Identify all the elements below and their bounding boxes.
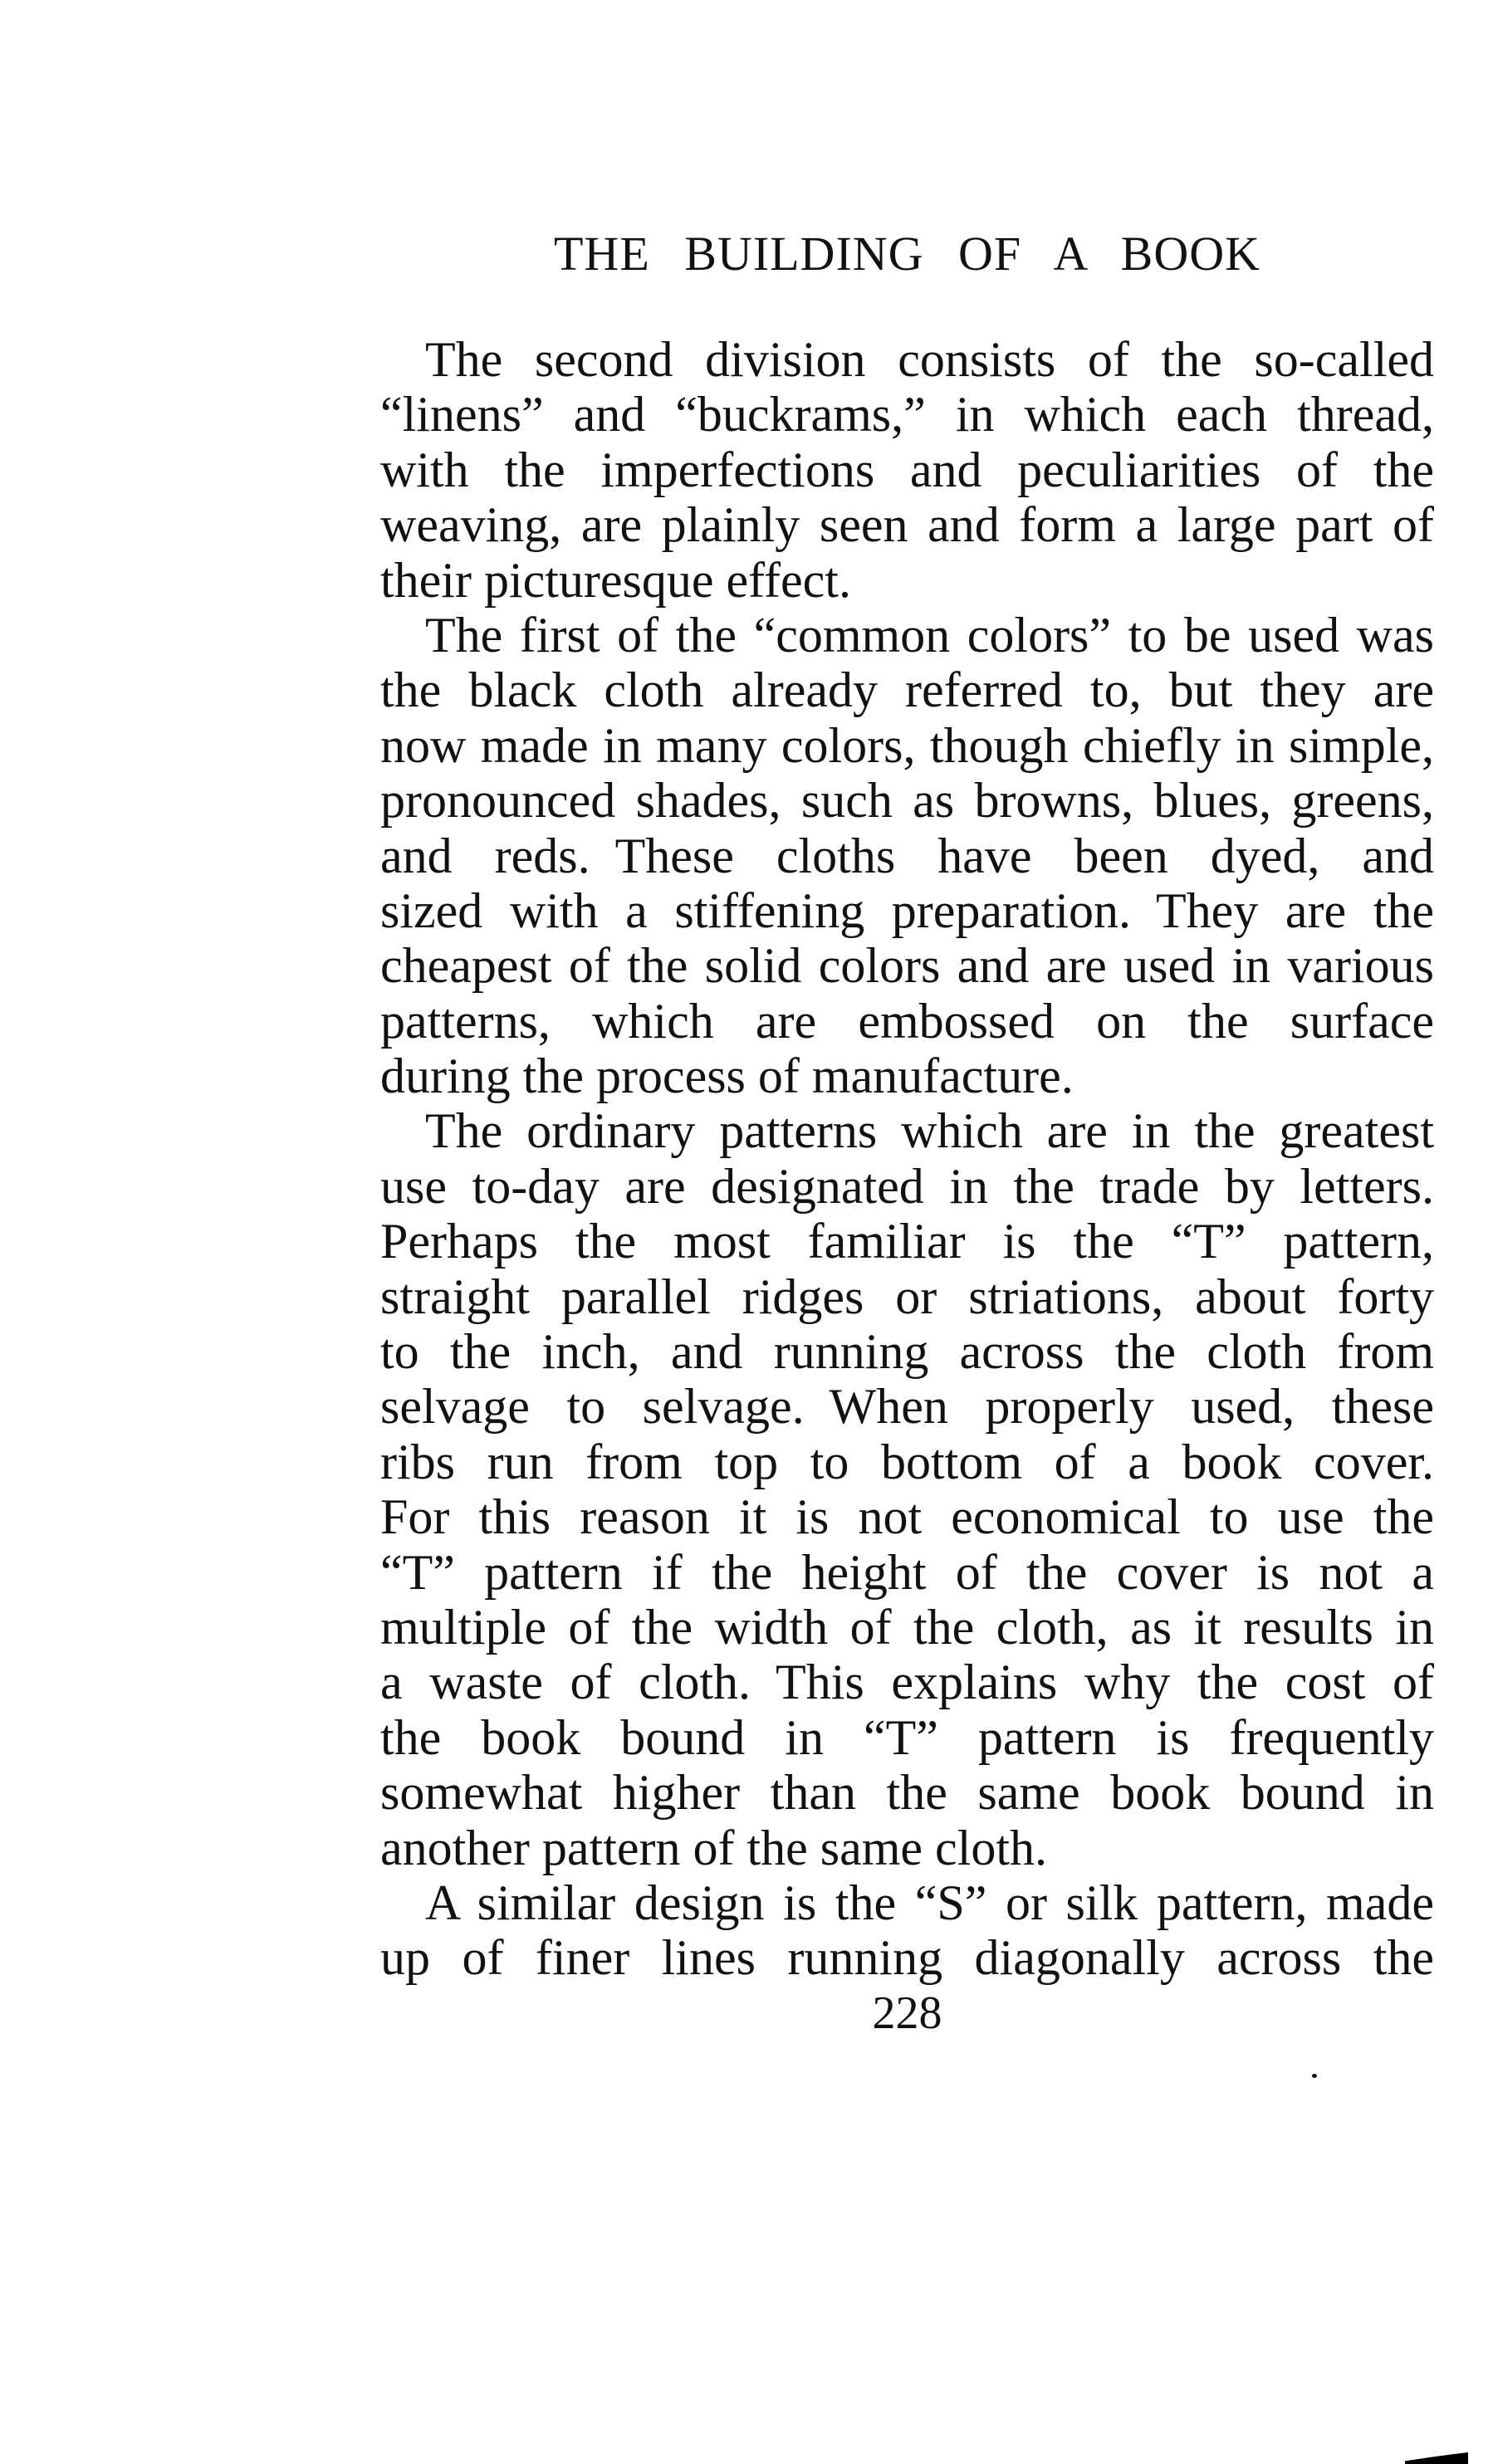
body-text	[380, 332, 1434, 1986]
text-line: pronounced shades, such as browns, blues, greens,	[380, 773, 1434, 829]
text-line: The second division consists of the so-called	[425, 332, 1434, 387]
text-line: The ordinary patterns which are in the greatest	[425, 1103, 1434, 1159]
text-line: up of finer lines running diagonally across the	[380, 1930, 1434, 1986]
text-line: sized with a stiffening preparation. They are the	[380, 882, 1434, 938]
text-line: ribs run from top to bottom of a book cover.	[380, 1434, 1434, 1489]
text-line: The first of the “common colors” to be used was	[425, 607, 1434, 662]
text-line: straight parallel ridges or striations, about forty	[380, 1269, 1434, 1324]
text-line: selvage to selvage. When properly used, these	[380, 1379, 1434, 1435]
text-line: a waste of cloth. This explains why the cost of	[380, 1655, 1434, 1710]
text-line: their picturesque effect.	[380, 552, 851, 608]
text-line: Perhaps the most familiar is the “T” pattern,	[380, 1214, 1434, 1269]
text-line: during the process of manufacture.	[380, 1049, 1074, 1104]
ink-smudge-bottom-right	[1405, 2449, 1468, 2464]
text-line: For this reason it is not economical to use the	[380, 1489, 1434, 1545]
text-line: “T” pattern if the height of the cover is not a	[380, 1544, 1434, 1600]
text-line: use to-day are designated in the trade by letters.	[380, 1158, 1434, 1214]
text-line: another pattern of the same cloth.	[380, 1820, 1048, 1875]
ink-speck	[1312, 2074, 1317, 2078]
text-line: with the imperfections and peculiarities of the	[380, 442, 1434, 497]
text-line: now made in many colors, though chiefly in simple,	[380, 717, 1434, 773]
text-line: A similar design is the “S” or silk pattern, made	[425, 1875, 1434, 1930]
text-line: weaving, are plainly seen and form a large part of	[380, 497, 1434, 553]
text-line: cheapest of the solid colors and are used in various	[380, 938, 1434, 994]
text-line: the black cloth already referred to, but they are	[380, 662, 1434, 718]
running-head: THE BUILDING OF A BOOK	[554, 227, 1260, 281]
text-line: “linens” and “buckrams,” in which each thread,	[380, 387, 1434, 442]
text-line: to the inch, and running across the cloth from	[380, 1324, 1434, 1380]
text-line: patterns, which are embossed on the surface	[380, 993, 1434, 1049]
text-line: and reds. These cloths have been dyed, and	[380, 828, 1434, 883]
text-line: somewhat higher than the same book bound in	[380, 1765, 1434, 1821]
text-line: multiple of the width of the cloth, as it results in	[380, 1599, 1434, 1655]
text-line: the book bound in “T” pattern is frequently	[380, 1709, 1434, 1765]
page-number: 228	[872, 1987, 942, 2039]
